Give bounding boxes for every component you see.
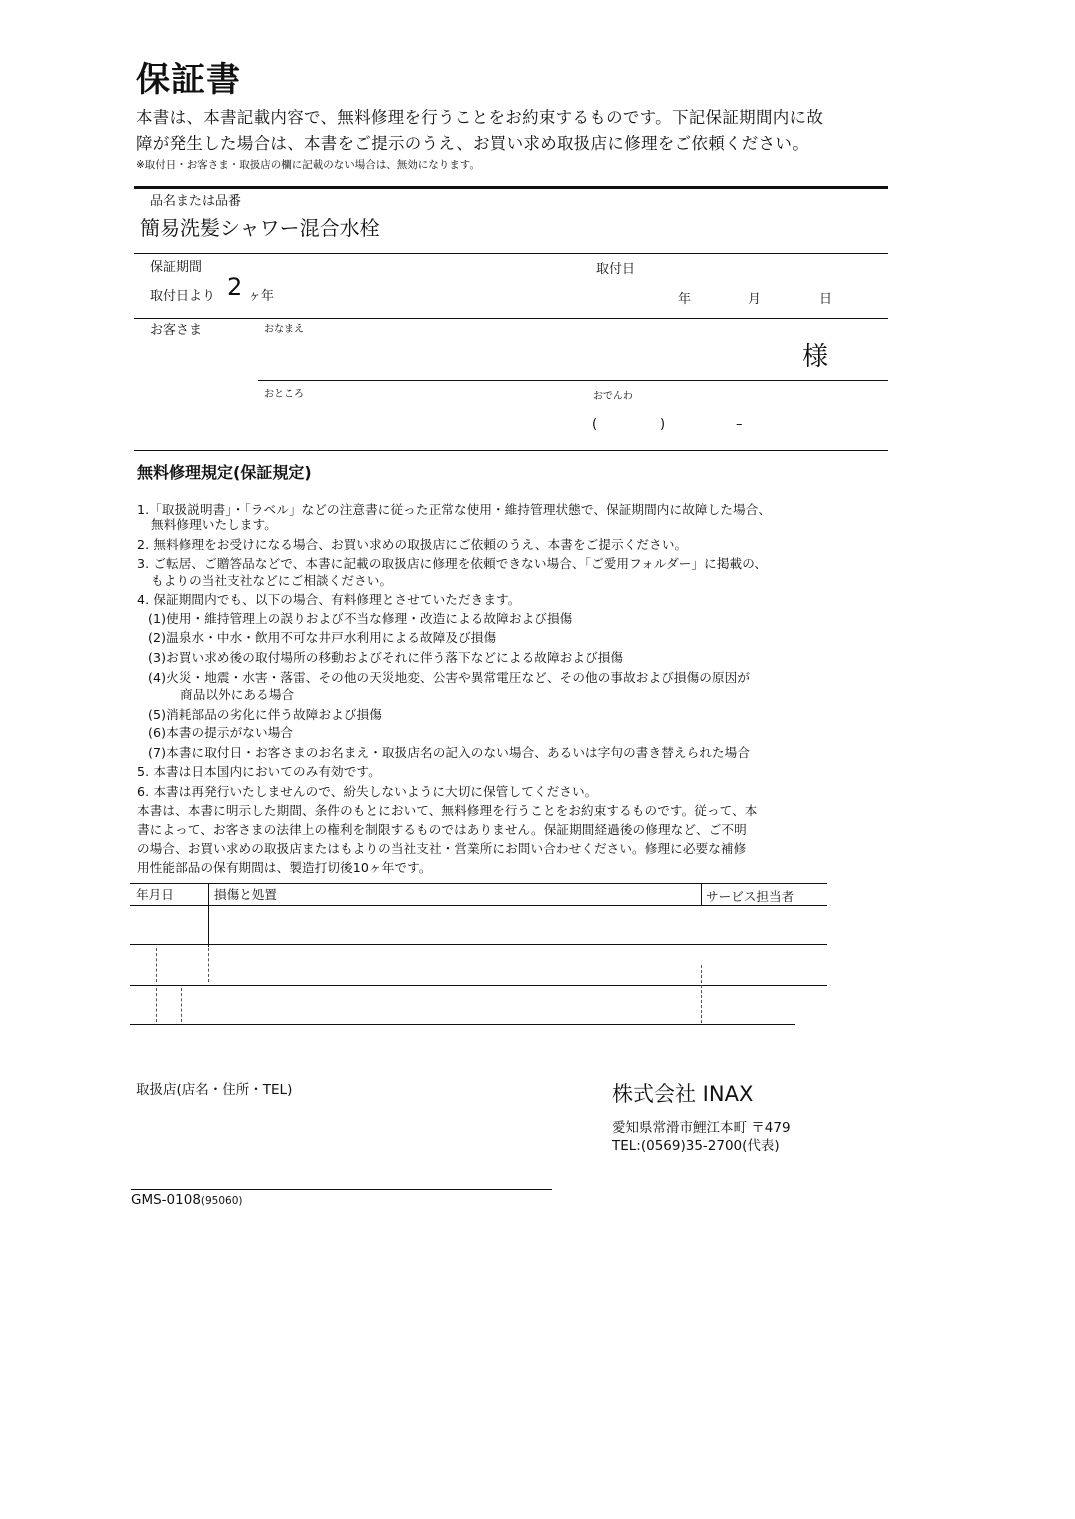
intro-line-1: 本書は、本書記載内容で、無料修理を行うことをお約束するものです。下記保証期間内に故	[136, 108, 824, 127]
repair-date-divider	[156, 948, 157, 982]
repair-col-divider	[701, 965, 702, 1023]
doc-code-main: GMS-0108	[131, 1192, 201, 1208]
rules-title: 無料修理規定(保証規定)	[137, 463, 312, 482]
repair-table-bottom-rule	[130, 1024, 795, 1025]
rule-line: 1.「取扱説明書」・「ラベル」などの注意書に従った正常な使用・維持管理状態で、保証期間内に故障した場合、	[137, 502, 772, 517]
repair-col-staff: サービス担当者	[706, 889, 795, 904]
doc-code	[131, 1192, 243, 1208]
rule-line: 用性能部品の保有期間は、製造打切後10ヶ年です。	[137, 860, 432, 875]
repair-table-row-rule	[130, 944, 827, 945]
repair-col-divider	[208, 948, 209, 982]
day-label: 日	[819, 292, 833, 307]
rule-line: 無料修理いたします。	[151, 517, 277, 532]
maker-name: 株式会社 INAX	[612, 1082, 754, 1106]
document-title: 保証書	[136, 60, 241, 100]
product-name: 簡易洗髪シャワー混合水栓	[140, 216, 380, 240]
doc-code-rule	[131, 1189, 552, 1190]
doc-code-sub: (95060)	[200, 1195, 243, 1207]
form-bottom-rule	[134, 450, 888, 451]
name-label: おなまえ	[264, 324, 304, 335]
repair-col-date: 年月日	[136, 887, 174, 902]
repair-table-row-rule	[130, 985, 827, 986]
phone-open-paren: (	[592, 417, 598, 432]
rule-line: 商品以外にある場合	[180, 687, 295, 702]
honorific-sama: 様	[802, 342, 829, 372]
year-label: 年	[678, 292, 692, 307]
rule-line: (4)火災・地震・水害・落雷、その他の天災地変、公害や異常電圧など、その他の事故および損傷の原因が	[148, 670, 751, 685]
repair-col-action: 損傷と処置	[214, 887, 277, 902]
warranty-prefix: 取付日より	[150, 289, 216, 304]
phone-dash: –	[736, 417, 743, 432]
address-label: おところ	[264, 389, 304, 400]
validity-note: ※取付日・お客さま・取扱店の欄に記載のない場合は、無効になります。	[136, 159, 480, 171]
rule-line: もよりの当社支社などにご相談ください。	[151, 573, 393, 588]
repair-col-divider	[701, 883, 702, 905]
month-label: 月	[748, 292, 762, 307]
rule-line: 3. ご転居、ご贈答品などで、本書に記載の取扱店に修理を依頼できない場合、「ご愛用フォルダー」に掲載の、	[137, 556, 768, 571]
repair-table-header-rule	[130, 905, 827, 906]
rule-line: (3)お買い求め後の取付場所の移動およびそれに伴う落下などによる故障および損傷	[148, 650, 624, 665]
rule-line: 5. 本書は日本国内においてのみ有効です。	[137, 764, 381, 779]
repair-col-divider	[208, 883, 209, 947]
phone-label: おでんわ	[593, 391, 633, 402]
install-date-label: 取付日	[596, 262, 636, 277]
rule-line: 本書は、本書に明示した期間、条件のもとにおいて、無料修理を行うことをお約束するものです。従って、本	[137, 803, 758, 818]
product-label: 品名または品番	[150, 194, 242, 209]
rule-line: 4. 保証期間内でも、以下の場合、有料修理とさせていただきます。	[137, 592, 521, 607]
warranty-years-number: 2	[227, 273, 243, 301]
warranty-period-label: 保証期間	[150, 260, 203, 275]
maker-address: 愛知県常滑市鯉江本町 〒479	[612, 1120, 791, 1136]
rule-line: 6. 本書は再発行いたしませんので、紛失しないように大切に保管してください。	[137, 784, 598, 799]
warranty-row-rule	[134, 253, 888, 254]
warranty-years-unit: ヶ年	[248, 289, 275, 304]
rule-line: 書によって、お客さまの法律上の権利を制限するものではありません。保証期間経過後の修理など、ご不明	[137, 822, 747, 837]
name-underline	[258, 380, 888, 381]
customer-label: お客さま	[150, 323, 203, 338]
dealer-label: 取扱店(店名・住所・TEL)	[136, 1082, 293, 1098]
repair-date-divider	[156, 988, 157, 1022]
rule-line: (5)消耗部品の劣化に伴う故障および損傷	[148, 707, 382, 722]
rule-line: の場合、お買い求めの取扱店またはもよりの当社支社・営業所にお問い合わせください。修理に必要な補修	[137, 841, 747, 856]
repair-date-divider	[181, 988, 182, 1022]
rule-line: (2)温泉水・中水・飲用不可な井戸水利用による故障及び損傷	[148, 630, 497, 645]
rule-line: (1)使用・維持管理上の誤りおよび不当な修理・改造による故障および損傷	[148, 611, 573, 626]
intro-line-2: 障が発生した場合は、本書をご提示のうえ、お買い求め取扱店に修理をご依頼ください。	[136, 134, 809, 153]
rule-line: (7)本書に取付日・お客さまのお名まえ・取扱店名の記入のない場合、あるいは字句の書き替えられた場合	[148, 745, 751, 760]
rule-line: 2. 無料修理をお受けになる場合、お買い求めの取扱店にご依頼のうえ、本書をご提示ください。	[137, 537, 688, 552]
phone-close-paren: )	[660, 417, 666, 432]
form-top-rule	[134, 186, 888, 189]
rule-line: (6)本書の提示がない場合	[148, 725, 294, 740]
customer-row-rule	[134, 318, 888, 319]
maker-tel: TEL:(0569)35-2700(代表)	[612, 1138, 780, 1154]
